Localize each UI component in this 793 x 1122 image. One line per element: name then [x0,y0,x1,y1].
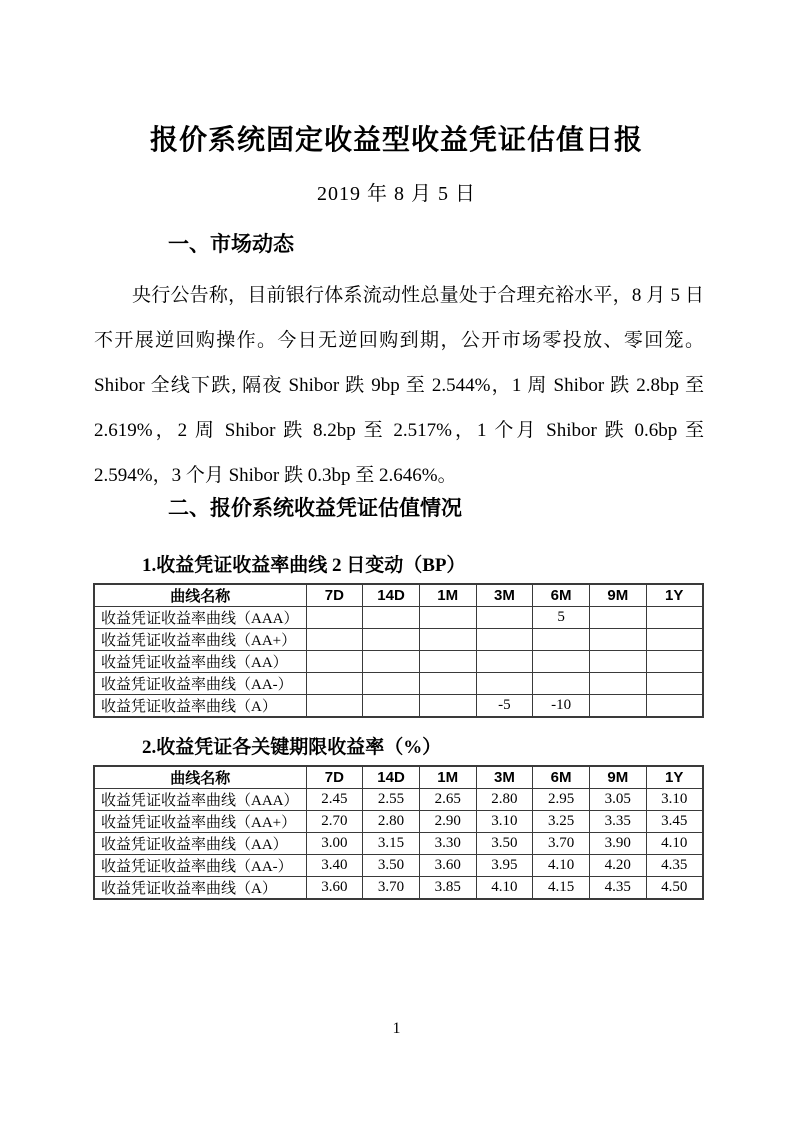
value-cell [589,695,646,718]
tenor-header: 6M [533,584,590,607]
tenor-header: 14D [363,766,420,789]
value-cell [646,607,703,629]
table1-caption: 1.收益凭证收益率曲线 2 日变动（BP） [142,555,466,576]
value-cell [419,651,476,673]
report-date: 2019 年 8 月 5 日 [317,183,476,205]
table-row [94,789,703,811]
value-cell [589,651,646,673]
value-cell: 3.00 [306,833,363,855]
value-cell: 3.15 [363,833,420,855]
tenor-header: 1Y [646,584,703,607]
value-cell [363,695,420,718]
value-cell: 2.55 [363,789,420,811]
value-cell: 4.10 [646,833,703,855]
value-cell [419,673,476,695]
section-heading-market-dynamics: 一、市场动态 [168,233,294,256]
tenor-header: 3M [476,584,533,607]
curve-name-header: 曲线名称 [94,584,306,607]
value-cell [589,629,646,651]
tenor-header: 7D [306,584,363,607]
value-cell: 2.45 [306,789,363,811]
value-cell: 4.10 [476,877,533,900]
page-number: 1 [392,1020,401,1037]
value-cell [476,629,533,651]
curve-name-cell: 收益凭证收益率曲线（AA+） [94,629,306,651]
value-cell: -10 [533,695,590,718]
value-cell [363,673,420,695]
value-cell: 3.85 [419,877,476,900]
value-cell [533,651,590,673]
table-header-row [94,584,703,607]
value-cell: 4.50 [646,877,703,900]
value-cell: 2.95 [533,789,590,811]
table-row [94,673,703,695]
table-row [94,811,703,833]
curve-name-cell: 收益凭证收益率曲线（AA-） [94,673,306,695]
value-cell: 3.10 [476,811,533,833]
value-cell: 3.10 [646,789,703,811]
value-cell: 3.25 [533,811,590,833]
value-cell [306,673,363,695]
value-cell: 2.80 [363,811,420,833]
value-cell: 4.10 [533,855,590,877]
tenor-header: 14D [363,584,420,607]
table-row [94,855,703,877]
value-cell: 3.40 [306,855,363,877]
value-cell [306,607,363,629]
value-cell: 3.95 [476,855,533,877]
value-cell: 3.70 [363,877,420,900]
curve-name-cell: 收益凭证收益率曲线（AA） [94,651,306,673]
value-cell: 4.35 [589,877,646,900]
value-cell: 5 [533,607,590,629]
tenor-header: 1M [419,584,476,607]
value-cell: 3.05 [589,789,646,811]
tenor-header: 9M [589,766,646,789]
value-cell [476,607,533,629]
tenor-header: 7D [306,766,363,789]
table-row [94,607,703,629]
table2-caption: 2.收益凭证各关键期限收益率（%） [142,737,442,758]
value-cell [306,629,363,651]
value-cell: 2.70 [306,811,363,833]
curve-name-cell: 收益凭证收益率曲线（AAA） [94,789,306,811]
value-cell: 3.90 [589,833,646,855]
value-cell [363,607,420,629]
yield-curve-2day-change-table [93,583,704,718]
value-cell [646,651,703,673]
value-cell [533,629,590,651]
value-cell [419,695,476,718]
value-cell [363,651,420,673]
value-cell: 3.45 [646,811,703,833]
value-cell [363,629,420,651]
curve-name-cell: 收益凭证收益率曲线（A） [94,695,306,718]
curve-name-cell: 收益凭证收益率曲线（A） [94,877,306,900]
table-row [94,629,703,651]
value-cell: -5 [476,695,533,718]
table-row [94,695,703,718]
value-cell: 2.65 [419,789,476,811]
curve-name-header: 曲线名称 [94,766,306,789]
tenor-header: 1M [419,766,476,789]
table-row [94,651,703,673]
section-heading-valuation: 二、报价系统收益凭证估值情况 [168,497,462,520]
value-cell [476,651,533,673]
value-cell: 3.60 [419,855,476,877]
table-header-row [94,766,703,789]
market-dynamics-paragraph: 央行公告称，目前银行体系流动性总量处于合理充裕水平，8 月 5 日不开展逆回购操作。今日无逆回购到期，公开市场零投放、零回笼。Shibor 全线下跌, 隔夜 Shibor 跌 9bp 至 2.544%，1 周 Shibor 跌 2.8bp 至 2.619%，2 周 Shibor 跌 8.2bp 至 2.517%，1 个月 Shibor 跌 0.6bp 至 2.594%，3 个月 Shibor 跌 0.3bp 至 2.646%。 [94,285,704,486]
curve-name-cell: 收益凭证收益率曲线（AA） [94,833,306,855]
tenor-header: 3M [476,766,533,789]
value-cell [589,673,646,695]
value-cell [419,607,476,629]
value-cell: 3.60 [306,877,363,900]
value-cell: 2.90 [419,811,476,833]
value-cell [419,629,476,651]
value-cell [533,673,590,695]
value-cell [646,695,703,718]
value-cell [646,673,703,695]
value-cell: 3.35 [589,811,646,833]
value-cell [476,673,533,695]
value-cell: 3.70 [533,833,590,855]
value-cell: 2.80 [476,789,533,811]
table-row [94,833,703,855]
value-cell [306,695,363,718]
tenor-header: 9M [589,584,646,607]
value-cell: 3.30 [419,833,476,855]
page-title: 报价系统固定收益型收益凭证估值日报 [149,124,643,155]
tenor-header: 1Y [646,766,703,789]
key-tenor-yield-table [93,765,704,900]
table-row [94,877,703,900]
value-cell: 4.15 [533,877,590,900]
curve-name-cell: 收益凭证收益率曲线（AAA） [94,607,306,629]
value-cell [589,607,646,629]
value-cell: 4.35 [646,855,703,877]
value-cell [306,651,363,673]
value-cell: 4.20 [589,855,646,877]
value-cell: 3.50 [476,833,533,855]
curve-name-cell: 收益凭证收益率曲线（AA+） [94,811,306,833]
value-cell [646,629,703,651]
curve-name-cell: 收益凭证收益率曲线（AA-） [94,855,306,877]
tenor-header: 6M [533,766,590,789]
value-cell: 3.50 [363,855,420,877]
